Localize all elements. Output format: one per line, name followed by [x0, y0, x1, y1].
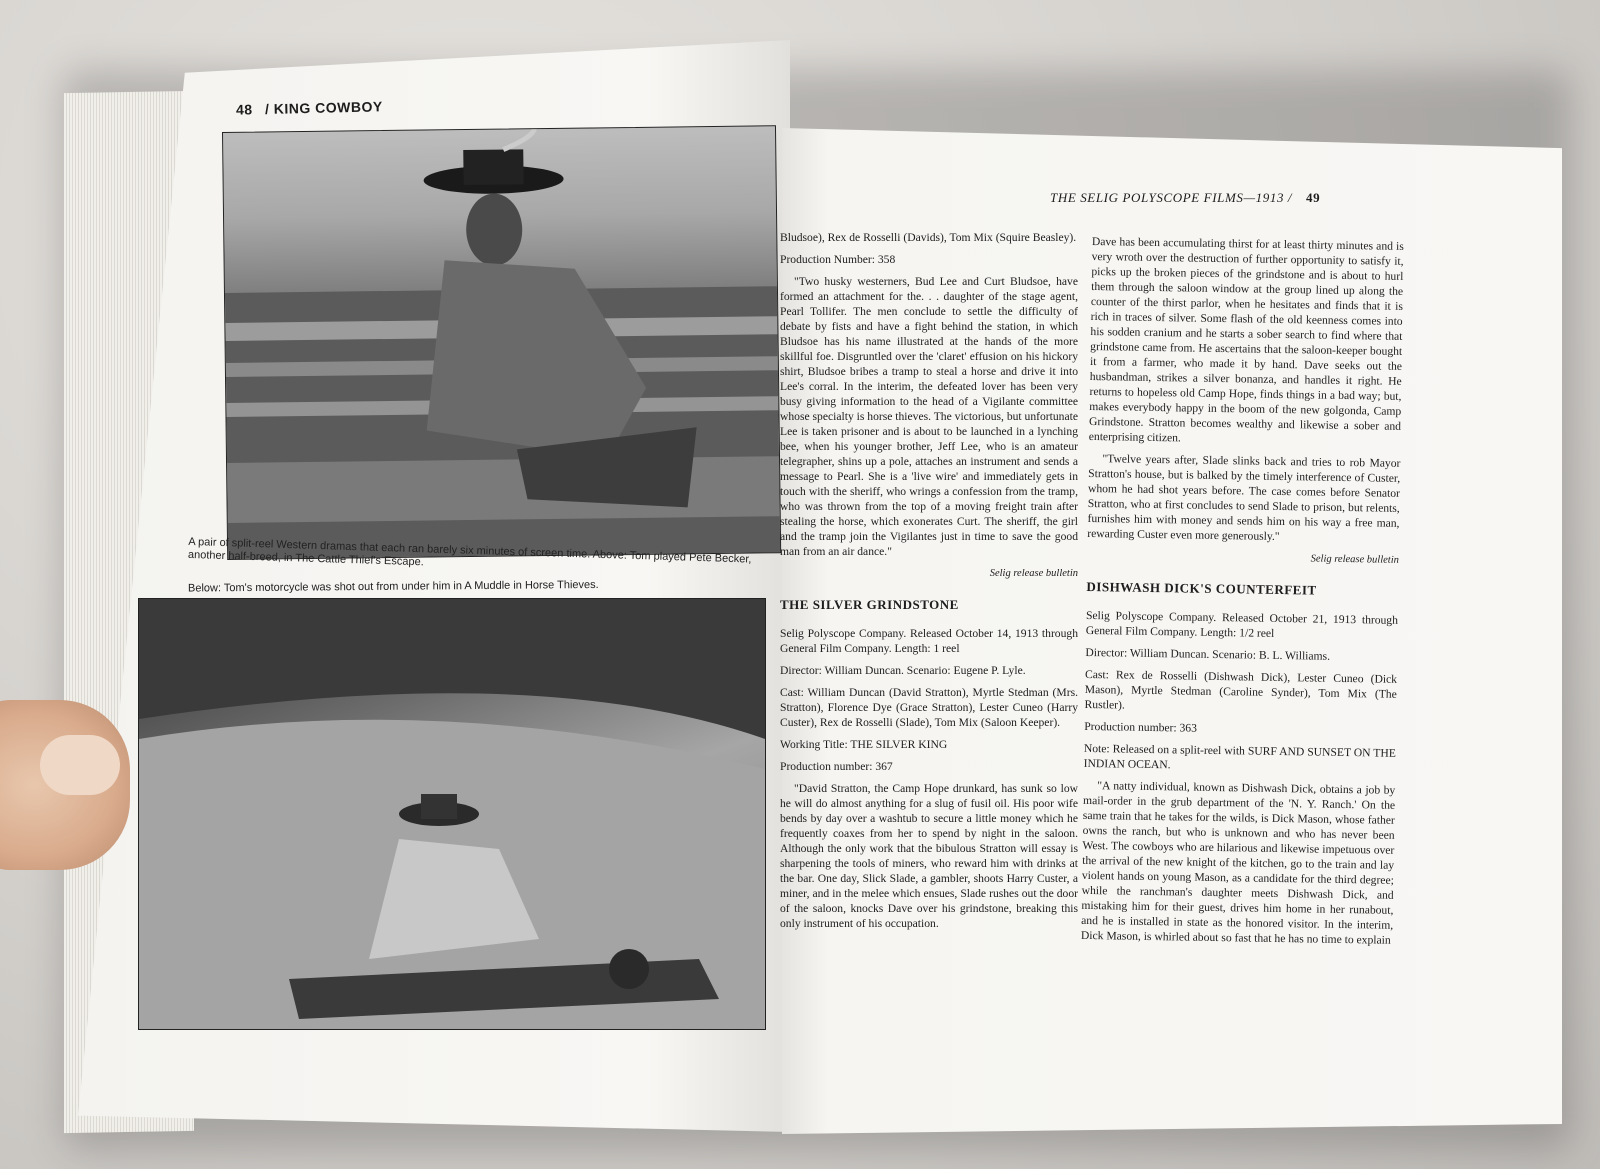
right-page-column-2 — [1081, 234, 1404, 955]
paragraph: Cast: Rex de Rosselli (Dishwash Dick), Lester Cuneo (Dick Mason), Myrtle Stedman (Caroline Synder), Tom Mix (The Rustler). — [1084, 667, 1398, 712]
paragraph: Production number: 367 — [780, 760, 893, 773]
paragraph: Director: William Duncan. Scenario: B. L. Williams. — [1085, 645, 1331, 663]
signature: Selig release bulletin — [989, 568, 1078, 579]
paragraph: "David Stratton, the Camp Hope drunkard, has sunk so low he will do almost anything for a slug of fusil oil. His poor wife bends by day over a washtub to secure a little money which he frequently coaxes from her to spend by night in the saloon. Although the only work that the bibulous Stratton will essay is sharpening the tools of miners, who reward him with drinks at the bar. One day, Slick Slade, a gambler, shoots Harry Custer, a miner, and in the melee which ensues, Slade rushes out the door of the saloon, knocks Dave over his grindstone, breaking this only instrument of his occupation. — [780, 782, 1078, 930]
paragraph: Working Title: THE SILVER KING — [780, 738, 948, 751]
thumb — [40, 735, 120, 795]
left-page-number: 48 — [235, 101, 253, 118]
caption-top: A pair of split-reel Western dramas that each ran barely six minutes of screen time. Above: Tom played Pete Becker, another half-breed, in The Cattle Thief's Escape. — [187, 535, 752, 569]
right-running-head — [1050, 190, 1320, 206]
right-separator: / — [1287, 190, 1293, 205]
left-separator: / — [264, 100, 270, 118]
caption-bottom: Below: Tom's motorcycle was shot out from under him in A Muddle in Horse Thieves. — [187, 578, 599, 595]
signature: Selig release bulletin — [1310, 553, 1399, 566]
paragraph: Production number: 363 — [1084, 719, 1198, 735]
paragraph: Cast: William Duncan (David Stratton), Myrtle Stedman (Mrs. Stratton), Florence Dye (Grace Stratton), Lester Cuneo (Harry Custer), Rex de Rosselli (Slade), Tom Mix (Saloon Keeper). — [780, 686, 1078, 729]
photo-motorcycle-scene — [138, 598, 766, 1030]
paragraph: Selig Polyscope Company. Released October 21, 1913 through General Film Company. Length: 1/2 reel — [1085, 608, 1399, 640]
paragraph: Note: Released on a split-reel with SURF AND SUNSET ON THE INDIAN OCEAN. — [1083, 741, 1396, 772]
left-running-head — [236, 98, 383, 117]
paragraph: Selig Polyscope Company. Released October 14, 1913 through General Film Company. Length: 1 reel — [780, 627, 1078, 655]
paragraph: Bludsoe), Rex de Rosselli (Davids), Tom Mix (Squire Beasley). — [780, 231, 1077, 244]
section-heading: THE SILVER GRINDSTONE — [780, 597, 959, 612]
paragraph: "A natty individual, known as Dishwash Dick, obtains a job by mail-order in the grub department of the 'N. Y. Ranch.' On the same train that he takes for the wilds, is Dick Mason, whose father owns the ranch, but who is unknown and who has never been West. The cowboys who are hilarious and likewise impetuous over the arrival of the new knight of the kitchen, go to the train and lay violent hands on young Mason, as a candidate for the third degree; while the ranchman's daughter meets Dishwash Dick, and mistaking him for their guest, drives him home in her runabout, and he is installed in state as the honored visitor. In the interim, Dick Mason, is whirled about so fast that he has no time to explain — [1080, 779, 1396, 947]
paragraph: Director: William Duncan. Scenario: Eugene P. Lyle. — [780, 664, 1026, 677]
right-page-number: 49 — [1306, 190, 1321, 205]
left-title: KING COWBOY — [273, 98, 383, 117]
paragraph: Dave has been accumulating thirst for at least thirty minutes and is very wroth over the destruction of further opportunity to satisfy it, picks up the broken pieces of the grindstone and is about to hurl them through the saloon window at the group lined up along the counter of the thirst parlor, when he hesitates and finds that it is rich in traces of silver. Some flash of the old keenness comes into his sodden cranium and he starts a sober search to find where that grindstone came from. He ascertains that the saloon-keeper bought it from a farmer, who made it by hand. Dave seeks out the husbandman, strikes a silver bonanza, and handles it right. He returns to hopeless old Camp Hope, finds things in a bad way; but, makes everybody happy in the boom of the new golgonda, Camp Grindstone. Stratton becomes wealthy and likewise a sober and enterprising citizen. — [1088, 234, 1404, 445]
paragraph: "Twelve years after, Slade slinks back and tries to rob Mayor Stratton's house, but is balked by the timely interference of Custer, whom he had shot years before. The case comes before Senator Stratton, who at first concludes to send Slade to prison, but relents, furnishes him with money and sends him on his way a free man, rewarding Custer even more generously." — [1087, 452, 1401, 543]
paragraph: Production Number: 358 — [780, 253, 896, 266]
right-page-column-1 — [780, 230, 1078, 938]
right-title: THE SELIG POLYSCOPE FILMS—1913 — [1050, 190, 1285, 205]
photo-cowboy-on-fence — [222, 125, 781, 560]
paragraph: "Two husky westerners, Bud Lee and Curt Bludsoe, have formed an attachment for the. . . daughter of the stage agent, Pearl Tollifer. The men conclude to settle the difficulty of debate by fists and have a fight behind the station, in which Bludsoe has his name illustrated at the hands of the more skillful foe. Disgruntled over the 'claret' effusion on his hickory shirt, Bludsoe bribes a tramp to steal a horse and drive it into Lee's corral. In the interim, the defeated lover has been very busy giving information to the head of a Vigilante committee whose specialty is horse thieves. The victorious, but unfortunate Lee is taken prisoner and is about to be launched in a lynching bee, when his younger brother, Jeff Lee, who is an amateur telegrapher, shins up a pole, attaches an instrument and sends a message to Pearl. She is a 'live wire' and immediately gets in touch with the sheriff, who wrings a confession from the tramp, who was thrown from the top of a moving freight train after stealing the horse, which exonerates Curt. The sheriff, the girl and the tramp join the Vigilantes just in time to save the good man from an air dance." — [780, 275, 1078, 558]
section-heading: DISHWASH DICK'S COUNTERFEIT — [1086, 578, 1317, 598]
